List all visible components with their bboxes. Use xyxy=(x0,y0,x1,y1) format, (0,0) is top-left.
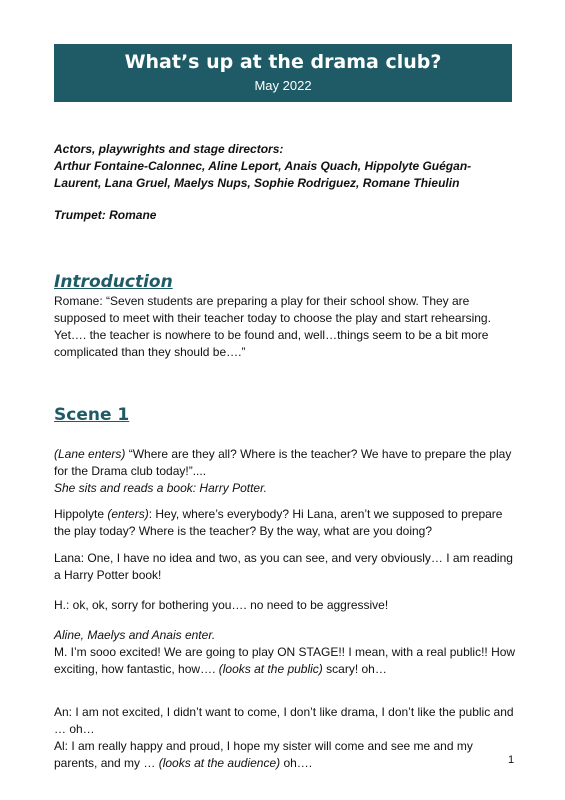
scene-paragraph-5 xyxy=(54,627,516,678)
stage-direction: Aline, Maelys and Anais enter. xyxy=(54,628,216,642)
stage-direction: She sits and reads a book: Harry Potter. xyxy=(54,481,267,495)
scene-paragraph-1 xyxy=(54,446,516,497)
scene-paragraph-4: H.: ok, ok, sorry for bothering you…. no need to be aggressive! xyxy=(54,598,389,612)
document-date: May 2022 xyxy=(254,78,312,93)
scene-1-heading: Scene 1 xyxy=(54,405,130,425)
stage-direction: (enters) xyxy=(107,507,149,521)
stage-direction: (looks at the audience) xyxy=(158,756,281,770)
cast-list xyxy=(54,141,516,192)
document-title: What’s up at the drama club? xyxy=(124,51,442,73)
scene-paragraph-6 xyxy=(54,704,516,772)
cast-names-line-1: Arthur Fontaine-Calonnec, Aline Leport, Anais Quach, Hippolyte Guégan- xyxy=(54,159,472,173)
introduction-heading: Introduction xyxy=(54,272,173,292)
trumpet-credit: Trumpet: Romane xyxy=(54,208,157,222)
dialogue-line xyxy=(54,738,516,772)
dialogue-text: oh…. xyxy=(280,756,313,770)
stage-direction: (looks at the public) xyxy=(218,662,323,676)
scene-paragraph-2 xyxy=(54,506,516,540)
dialogue-text: Al: I am really happy and proud, I hope my sister will come and see me and my parents, and my … xyxy=(54,739,473,770)
dialogue-text: “Where are they all? Where is the teacher? We have to prepare the play for the Drama club today!”.... xyxy=(54,447,512,478)
stage-direction: (Lane enters) xyxy=(54,447,126,461)
scene-paragraph-3: Lana: One, I have no idea and two, as you can see, and very obviously… I am reading a Harry Potter book! xyxy=(54,551,513,582)
speaker-name: Hippolyte xyxy=(54,507,108,521)
title-banner xyxy=(54,44,512,102)
dialogue-text: An: I am not excited, I didn’t want to come, I don’t like drama, I don’t like the public and … oh… xyxy=(54,705,514,736)
introduction-text: Romane: “Seven students are preparing a play for their school show. They are supposed to meet with their teacher today to choose the play and start rehearsing. Yet…. the teacher is nowhere to be found and, well…things seem to be a bit more complicated than they should be….” xyxy=(54,294,491,359)
dialogue-text: : Hey, where’s everybody? Hi Lana, aren’t we supposed to prepare the play today? Where is the teacher? By the way, what are you doing? xyxy=(54,507,503,538)
dialogue-text: scary! oh… xyxy=(322,662,387,676)
dialogue-text: M. I’m sooo excited! We are going to play ON STAGE!! I mean, with a real public!! How exciting, how fantastic, how…. xyxy=(54,645,516,676)
page-number: 1 xyxy=(508,754,515,766)
cast-heading: Actors, playwrights and stage directors: xyxy=(54,142,284,156)
cast-names-line-2: Laurent, Lana Gruel, Maelys Nups, Sophie Rodriguez, Romane Thieulin xyxy=(54,176,460,190)
